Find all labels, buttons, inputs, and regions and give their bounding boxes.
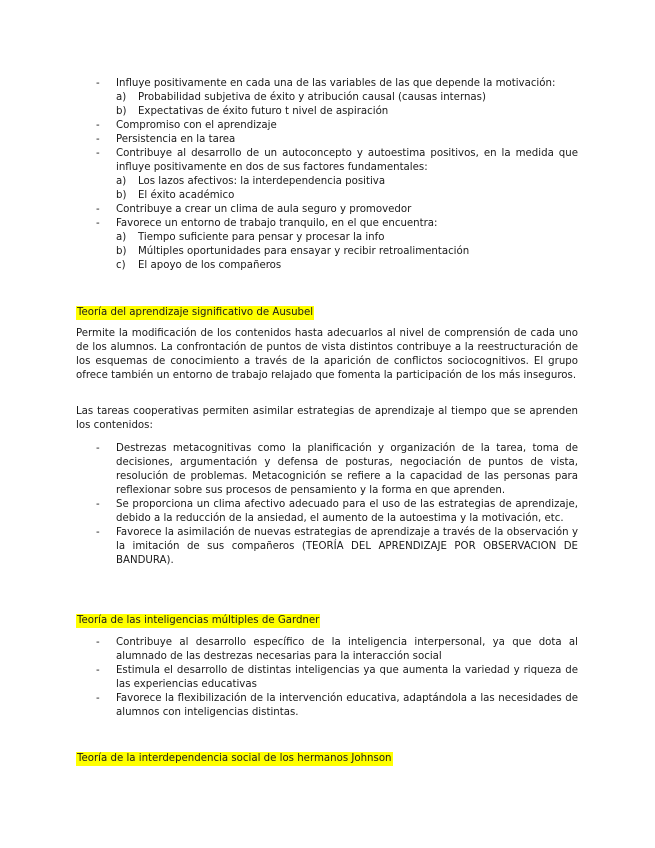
- list-item: - Se proporciona un clima afectivo adecuado para el uso de las estrategias de aprendizaje, debido a la reducción de la ansiedad, el aumento de la autoestima y la motivación, etc.: [96, 499, 578, 524]
- sub-item: c) El apoyo de los compañeros: [116, 260, 282, 271]
- list-item: - Favorece un entorno de trabajo tranquilo, en el que encuentra:: [96, 218, 438, 229]
- sub-item: a) Los lazos afectivos: la interdependencia positiva: [116, 176, 386, 187]
- list-item: - Persistencia en la tarea: [96, 134, 236, 145]
- list-item: - Contribuye a crear un clima de aula seguro y promovedor: [96, 204, 412, 215]
- list-item: - Favorece la flexibilización de la intervención educativa, adaptándola a las necesidades de alumnos con inteligencias distintas.: [96, 693, 578, 718]
- list-item: - Influye positivamente en cada una de las variables de las que depende la motivación:: [96, 78, 556, 89]
- sub-item: b) Expectativas de éxito futuro t nivel de aspiración: [116, 106, 389, 117]
- ausubel-list: [76, 442, 578, 568]
- ausubel-paragraph-2: Las tareas cooperativas permiten asimilar estrategias de aprendizaje al tiempo que se aprenden los contenidos:: [76, 406, 578, 431]
- section-heading-gardner: Teoría de las inteligencias múltiples de Gardner: [77, 615, 320, 626]
- list-item: - Contribuye al desarrollo de un autoconcepto y autoestima positivos, en la medida que influye positivamente en dos de sus factores fundamentales:: [96, 148, 578, 173]
- list-item: - Estimula el desarrollo de distintas inteligencias ya que aumenta la variedad y riqueza de las experiencias educativas: [96, 665, 578, 690]
- list-item: - Contribuye al desarrollo específico de la inteligencia interpersonal, ya que dota al alumnado de las destrezas necesarias para la interacción social: [96, 637, 578, 662]
- list-item: - Compromiso con el aprendizaje: [96, 120, 277, 131]
- sub-item: a) Probabilidad subjetiva de éxito y atribución causal (causas internas): [116, 92, 486, 103]
- sub-item: b) El éxito académico: [116, 190, 235, 201]
- list-item: - Destrezas metacognitivas como la planificación y organización de la tarea, toma de decisiones, argumentación y defensa de posturas, negociación de puntos de vista, resolución de problemas. Metacognición se refiere a la capacidad de las personas para reflexionar sobre sus procesos de pensamiento y la forma en que aprenden.: [96, 443, 578, 496]
- sub-item: a) Tiempo suficiente para pensar y procesar la info: [116, 232, 385, 243]
- section-heading-johnson: Teoría de la interdependencia social de los hermanos Johnson: [77, 753, 392, 764]
- motivation-list: [76, 77, 578, 273]
- ausubel-paragraph-1: Permite la modificación de los contenidos hasta adecuarlos al nivel de comprensión de cada uno de los alumnos. La confrontación de puntos de vista distintos contribuye a la reestructuración de los esquemas de conocimiento a través de la aparición de conflictos sociocognitivos. El grupo ofrece también un entorno de trabajo relajado que fomenta la participación de los más inseguros.: [76, 328, 578, 381]
- gardner-list: [76, 636, 578, 720]
- section-heading-ausubel: Teoría del aprendizaje significativo de Ausubel: [77, 307, 314, 318]
- sub-item: b) Múltiples oportunidades para ensayar y recibir retroalimentación: [116, 246, 470, 257]
- list-item: - Favorece la asimilación de nuevas estrategias de aprendizaje a través de la observación y la imitación de sus compañeros (TEORÍA DEL APRENDIZAJE POR OBSERVACION DE BANDURA).: [96, 527, 578, 566]
